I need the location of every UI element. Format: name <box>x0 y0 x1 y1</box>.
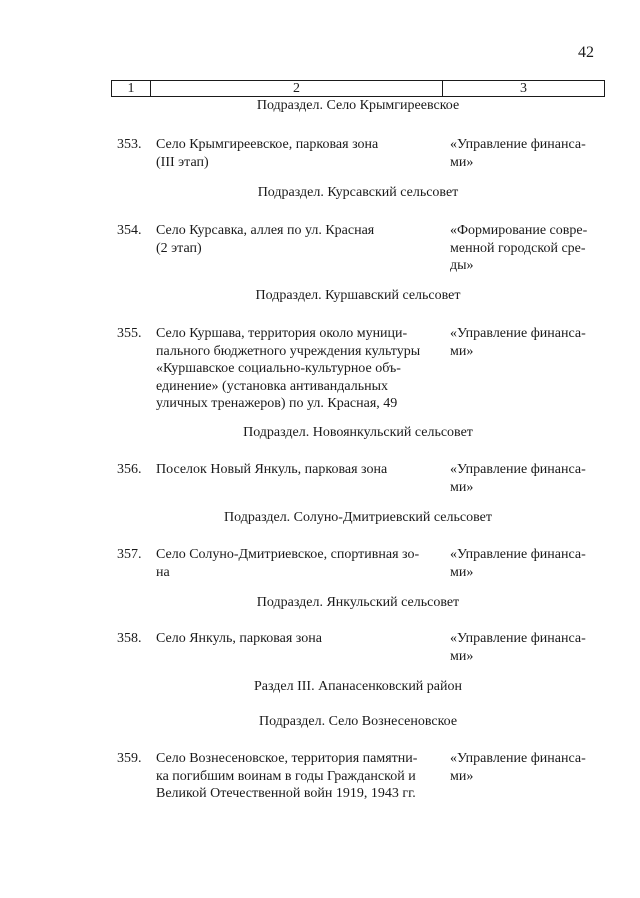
row-program <box>450 325 605 360</box>
desc-line: Село Крымгиреевское, парковая зона <box>156 137 379 152</box>
program-line: «Управление финанса- <box>450 137 586 152</box>
column-header-2: 2 <box>151 81 443 96</box>
subsection-heading: Подраздел. Село Крымгиреевское <box>256 98 460 113</box>
desc-line: уличных тренажеров) по ул. Красная, 49 <box>156 396 398 411</box>
desc-line: Село Куршава, территория около муници- <box>156 326 408 341</box>
program-line: «Формирование совре- <box>450 223 588 238</box>
table-header-row <box>111 80 605 97</box>
program-line: «Управление финанса- <box>450 462 586 477</box>
section-heading: Раздел III. Апанасенковский район <box>253 679 463 694</box>
desc-line: Село Курсавка, аллея по ул. Красная <box>156 223 375 238</box>
program-line: «Управление финанса- <box>450 751 586 766</box>
program-line: «Управление финанса- <box>450 631 586 646</box>
column-header-1: 1 <box>112 81 151 96</box>
desc-line: Село Янкуль, парковая зона <box>156 631 322 646</box>
row-number: 357. <box>117 547 142 562</box>
subsection-heading: Подраздел. Курсавский сельсовет <box>257 185 459 200</box>
row-number: 353. <box>117 137 142 152</box>
column-header-3: 3 <box>520 81 527 96</box>
row-number: 359. <box>117 751 142 766</box>
desc-line: пального бюджетного учреждения культуры <box>156 343 421 359</box>
program-line: «Управление финанса- <box>450 326 586 341</box>
program-line: ми» <box>450 564 474 580</box>
desc-line: Село Солуно-Дмитриевское, спортивная зо- <box>156 547 420 562</box>
subsection-heading: Подраздел. Село Вознесеновское <box>258 714 458 729</box>
desc-line: (2 этап) <box>156 240 202 256</box>
row-program <box>450 630 605 665</box>
program-line: ми» <box>450 154 474 170</box>
desc-line: «Куршавское социально-культурное объ- <box>156 361 401 376</box>
program-line: «Управление финанса- <box>450 547 586 562</box>
row-description <box>156 222 439 257</box>
subsection-heading: Подраздел. Куршавский сельсовет <box>255 288 461 303</box>
row-program <box>450 136 605 171</box>
subsection-heading: Подраздел. Солуно-Дмитриевский сельсовет <box>224 510 492 525</box>
row-description <box>156 461 439 479</box>
row-description <box>156 750 439 803</box>
desc-line: (III этап) <box>156 154 209 170</box>
row-description <box>156 630 439 648</box>
row-program <box>450 750 605 785</box>
row-program <box>450 222 605 275</box>
row-program <box>450 461 605 496</box>
program-line: ми» <box>450 768 474 784</box>
program-line: ды» <box>450 258 474 273</box>
row-program <box>450 546 605 581</box>
program-line: менной городской сре- <box>450 240 586 256</box>
row-number: 356. <box>117 462 142 477</box>
page-number: 42 <box>578 44 594 61</box>
desc-line: Великой Отечественной войн 1919, 1943 гг. <box>156 786 416 801</box>
desc-line: на <box>156 564 170 580</box>
subsection-heading: Подраздел. Янкульский сельсовет <box>256 595 460 610</box>
row-number: 358. <box>117 631 142 646</box>
desc-line: Поселок Новый Янкуль, парковая зона <box>156 462 388 477</box>
desc-line: Село Вознесеновское, территория памятни- <box>156 751 418 766</box>
row-description <box>156 325 439 413</box>
desc-line: ка погибшим воинам в годы Гражданской и <box>156 768 416 784</box>
row-description <box>156 136 439 171</box>
row-number: 354. <box>117 223 142 238</box>
row-description <box>156 546 439 581</box>
row-number: 355. <box>117 326 142 341</box>
program-line: ми» <box>450 479 474 495</box>
program-line: ми» <box>450 343 474 359</box>
subsection-heading: Подраздел. Новоянкульский сельсовет <box>243 425 473 440</box>
desc-line: единение» (установка антивандальных <box>156 378 389 394</box>
program-line: ми» <box>450 648 474 664</box>
